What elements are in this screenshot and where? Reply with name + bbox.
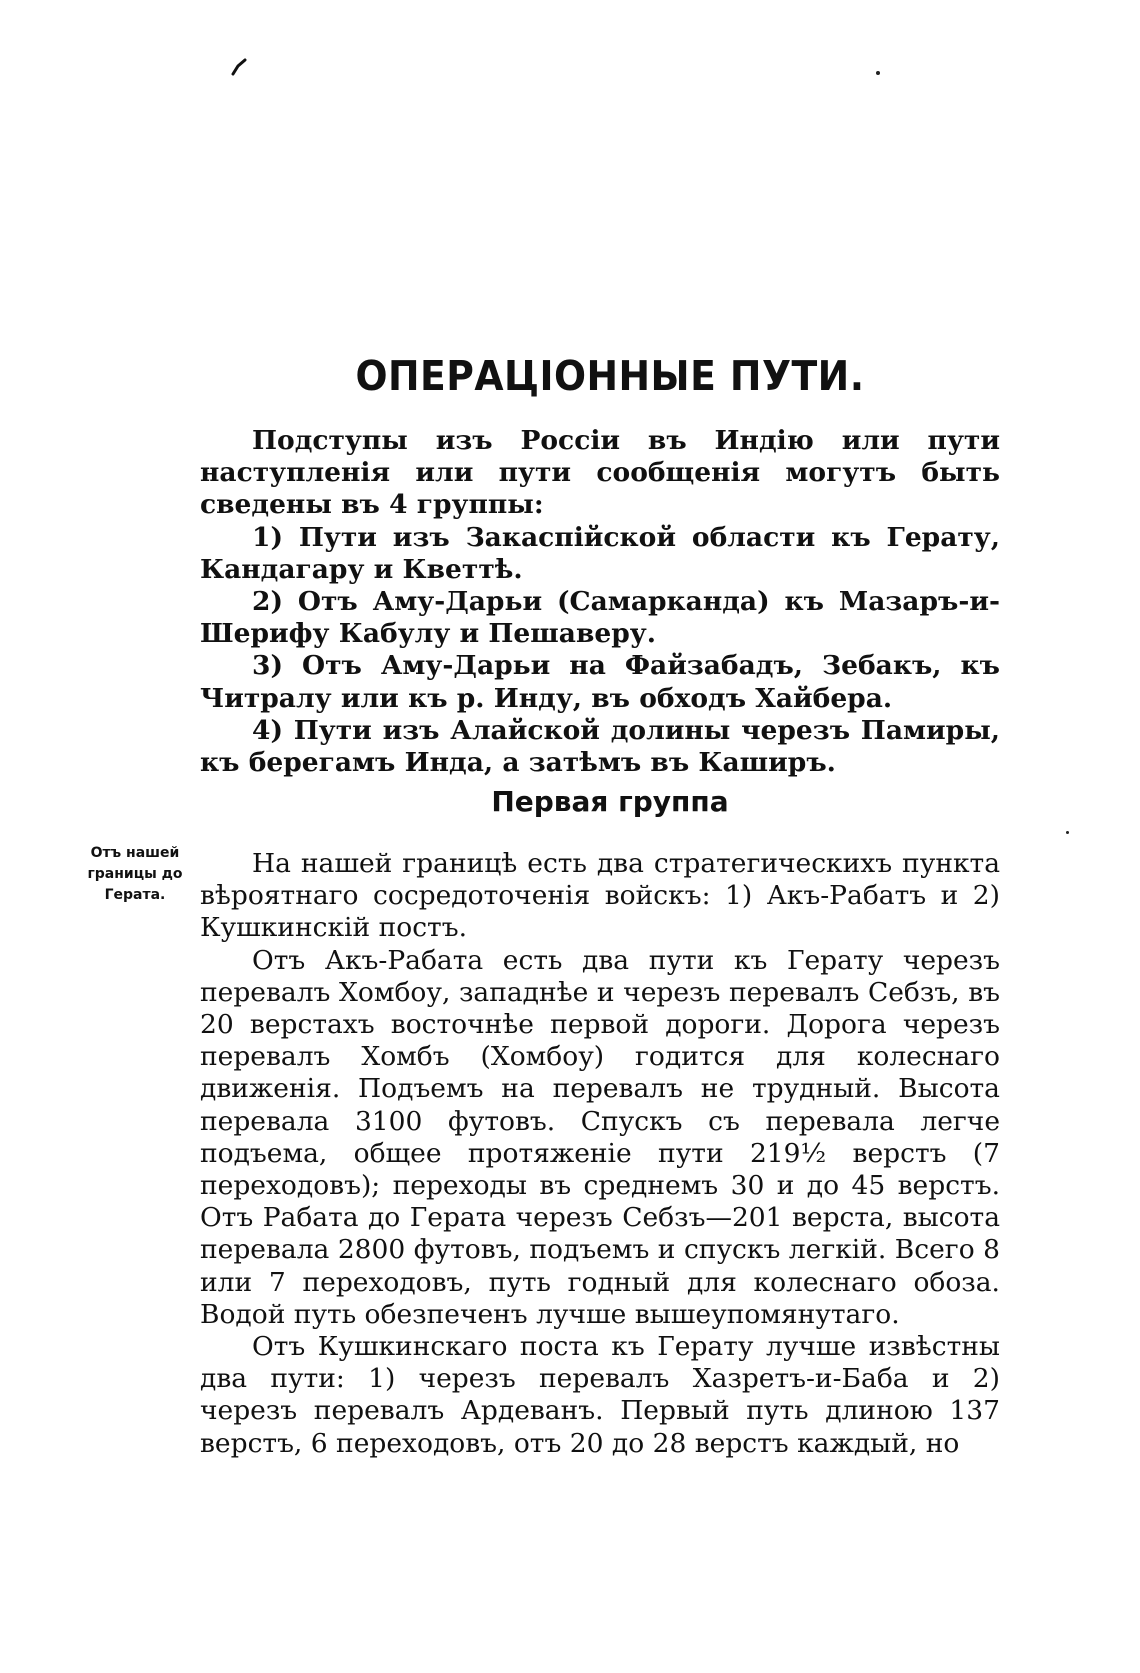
pencil-mark-icon <box>231 58 247 76</box>
intro-paragraph: 4) Пути изъ Алайской долины черезъ Памиры, къ берегамъ Инда, а затѣмъ въ Каширъ. <box>200 714 1000 779</box>
section-paragraph: На нашей границѣ есть два стратегическихъ пункта вѣроятнаго сосредоточенія войскъ: 1) Акъ-Рабатъ и 2) Кушкинскій постъ. <box>200 848 1000 944</box>
intro-text <box>200 425 1000 779</box>
intro-paragraph: 1) Пути изъ Закаспійской области къ Герату, Кандагару и Кветтѣ. <box>200 521 1000 585</box>
page-title: ОПЕРАЦІОННЫЕ ПУТИ. <box>355 352 865 400</box>
section-heading: Первая группа <box>491 785 729 818</box>
intro-paragraph: 2) Отъ Аму-Дарьи (Самарканда) къ Мазаръ-и-Шерифу Кабулу и Пешаверу. <box>200 586 1000 650</box>
section-paragraph: Отъ Кушкинскаго поста къ Герату лучше извѣстны два пути: 1) черезъ перевалъ Хазретъ-и-Баба и 2) черезъ перевалъ Ардеванъ. Первый путь длиною 137 верстъ, 6 переходовъ, отъ 20 до 28 верстъ каждый, но <box>200 1331 1000 1459</box>
section-paragraph: Отъ Акъ-Рабата есть два пути къ Герату черезъ перевалъ Хомбоу, западнѣе и черезъ перевалъ Себзъ, въ 20 верстахъ восточнѣе первой дороги. Дорога черезъ перевалъ Хомбъ (Хомбоу) годится для колеснаго движенія. Подъемъ на перевалъ не трудный. Высота перевала 3100 футовъ. Спускъ съ перевала легче подъема, общее протяженіе пути 219½ верстъ (7 переходовъ); переходы въ среднемъ 30 и до 45 верстъ. Отъ Рабата до Герата черезъ Себзъ—201 верста, высота перевала 2800 футовъ, подъемъ и спускъ легкій. Всего 8 или 7 переходовъ, путь годный для колеснаго обоза. Водой путь обезпеченъ лучше вышеупомянутаго. <box>200 944 1000 1330</box>
speck-mark <box>1066 831 1069 834</box>
intro-paragraph: 3) Отъ Аму-Дарьи на Файзабадъ, Зебакъ, къ Читралу или къ р. Инду, въ обходъ Хайбера. <box>200 650 1000 714</box>
intro-paragraph: Подступы изъ Россіи въ Индію или пути наступленія или пути сообщенія могутъ быть сведены въ 4 группы: <box>200 425 1000 521</box>
section-text <box>200 848 1000 1460</box>
speck-mark <box>876 71 880 75</box>
margin-note: Отъ нашей границы до Герата. <box>87 845 183 903</box>
